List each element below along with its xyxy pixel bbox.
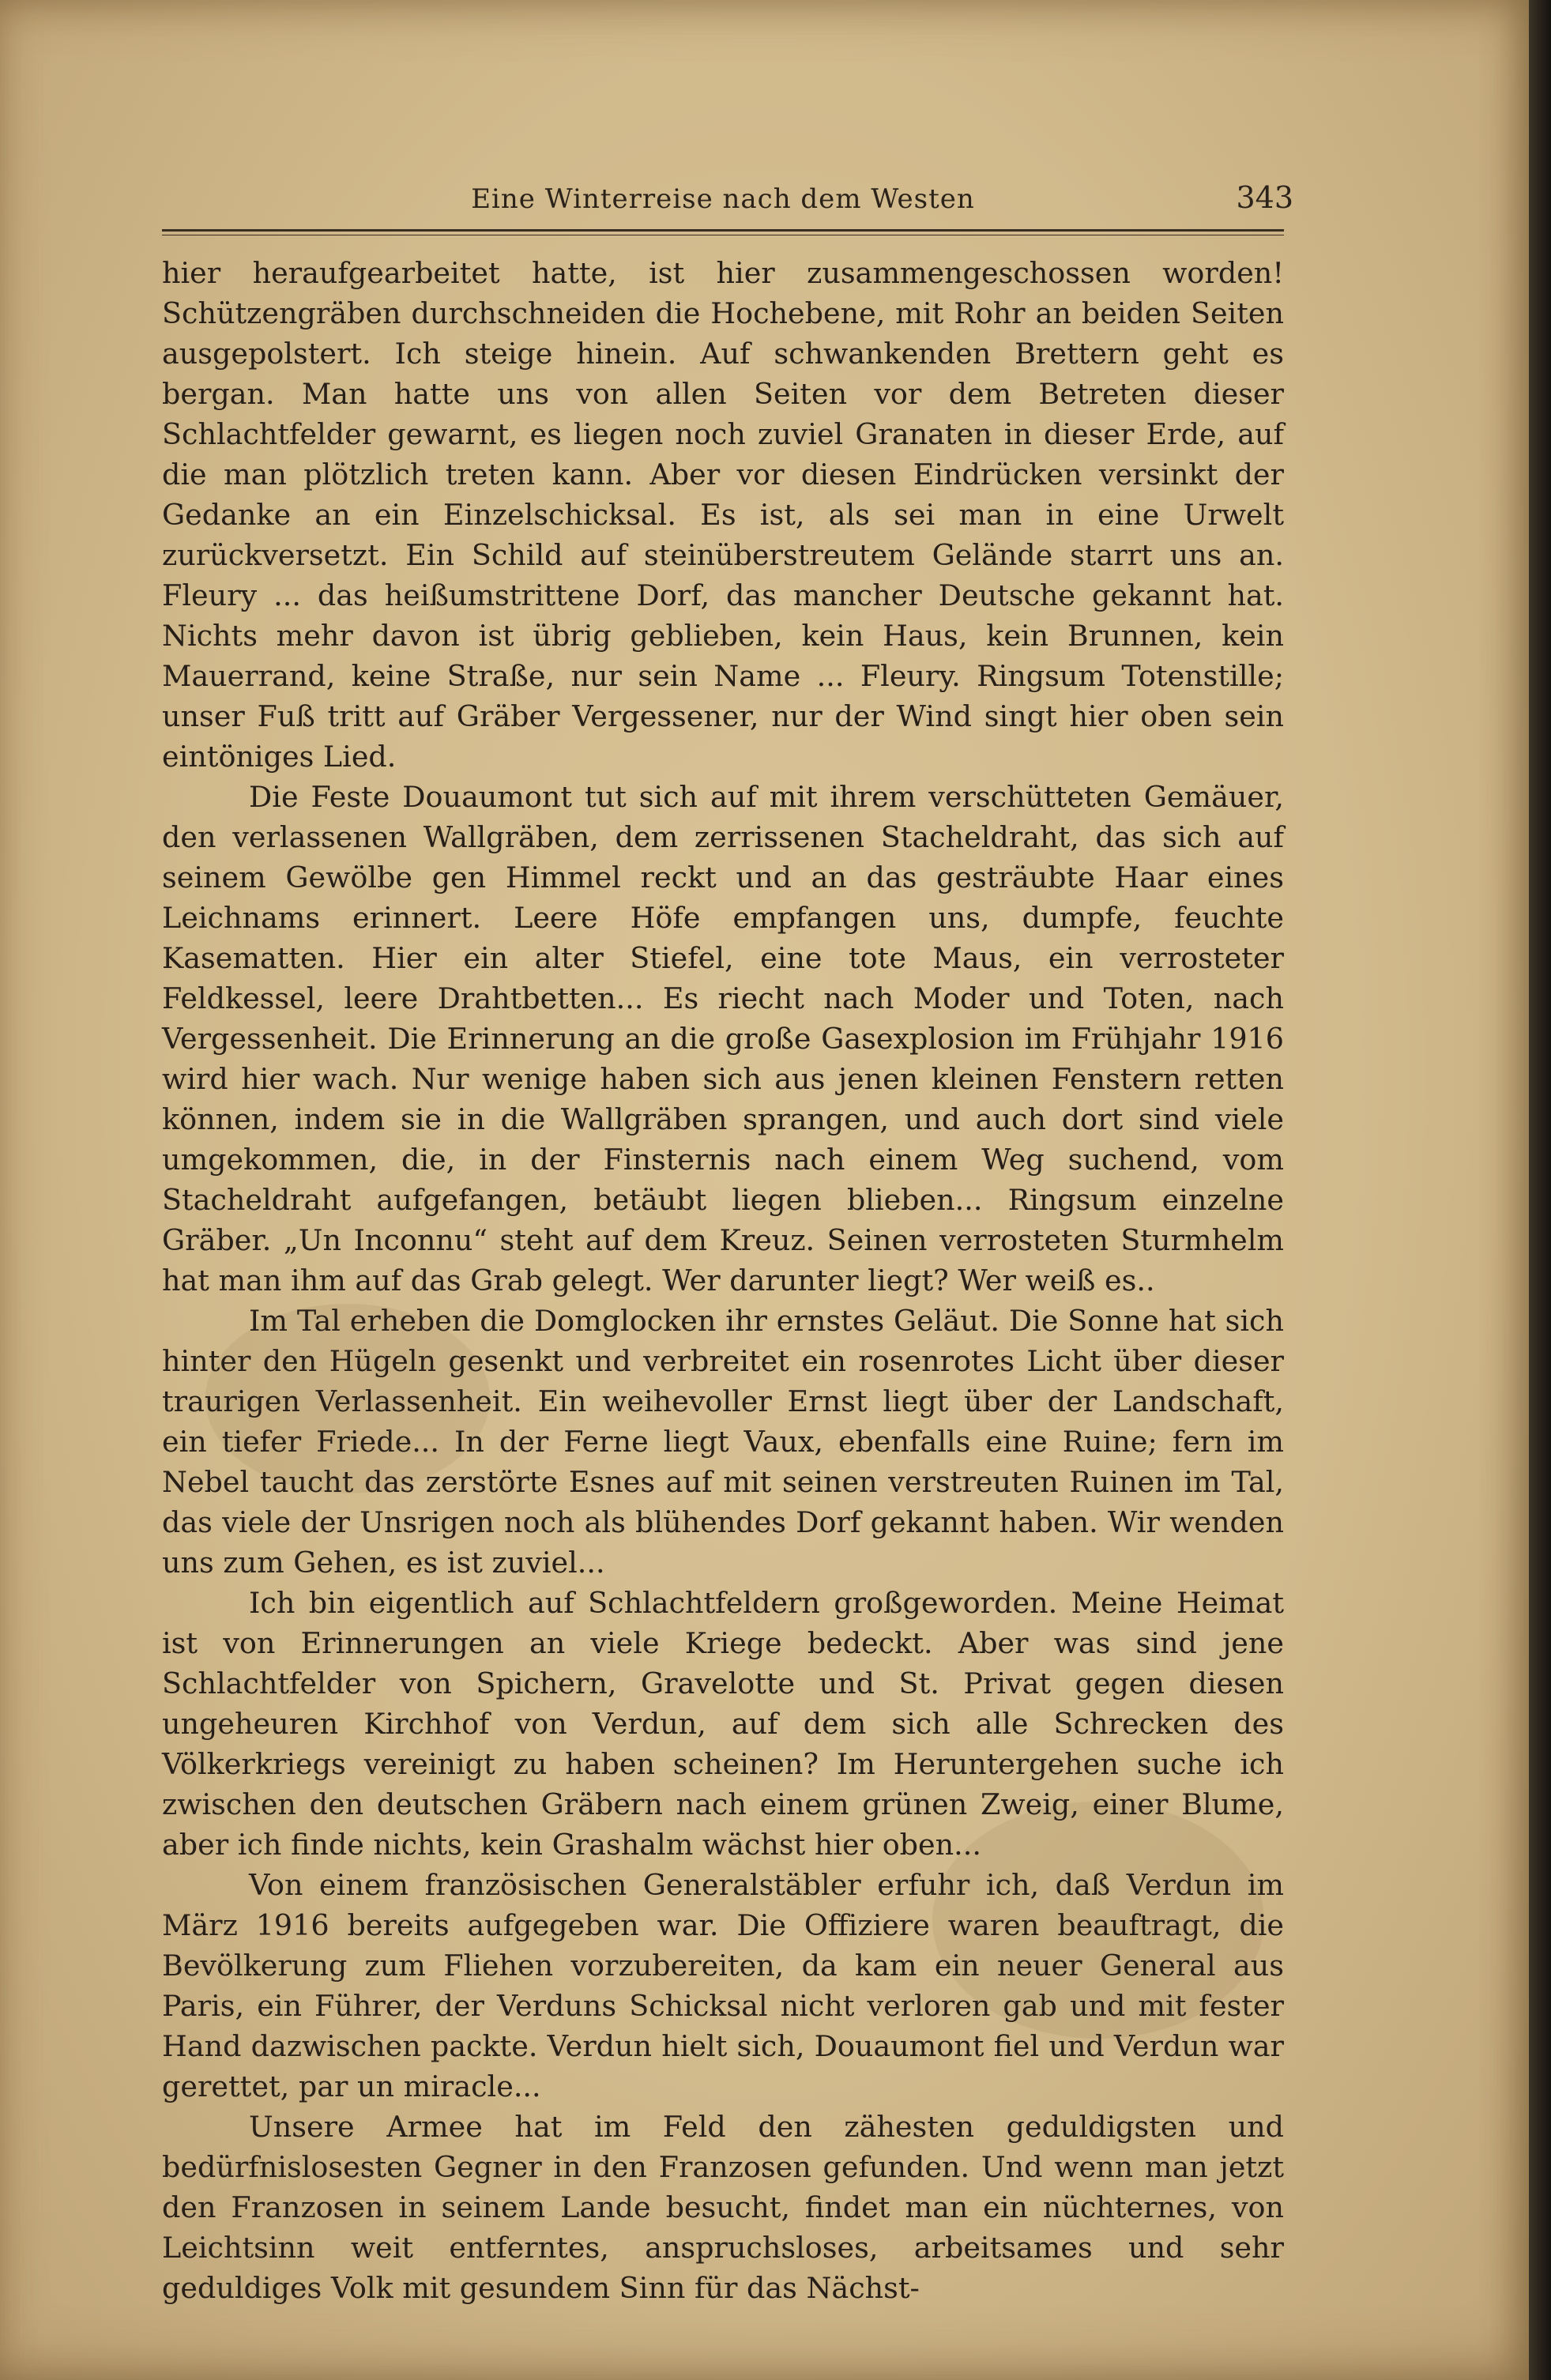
paragraph: Ich bin eigentlich auf Schlachtfeldern großgeworden. Meine Heimat ist von Erinnerungen an viele Kriege bedeckt. Aber was sind jene Schlachtfelder von Spichern, Gravelotte und St. Privat gegen diesen ungeheuren Kirchhof von Verdun, auf dem sich alle Schrecken des Völkerkriegs vereinigt zu haben scheinen? Im Heruntergehen suche ich zwischen den deutschen Gräbern nach einem grünen Zweig, einer Blume, aber ich finde nichts, kein Grashalm wächst hier oben... [162, 1586, 1284, 1862]
paragraph: Unsere Armee hat im Feld den zähesten geduldigsten und bedürfnislosesten Gegner in den Franzosen gefunden. Und wenn man jetzt den Franzosen in seinem Lande besucht, findet man ein nüchternes, von Leichtsinn weit entferntes, anspruchsloses, arbeitsames und sehr geduldiges Volk mit gesundem Sinn für das Nächst- [162, 2110, 1284, 2305]
body-text [162, 253, 1284, 2305]
paragraph: Im Tal erheben die Domglocken ihr ernstes Geläut. Die Sonne hat sich hinter den Hügeln gesenkt und verbreitet ein rosenrotes Licht über dieser traurigen Verlassenheit. Ein weihevoller Ernst liegt über der Landschaft, ein tiefer Friede... In der Ferne liegt Vaux, ebenfalls eine Ruine; fern im Nebel taucht das zerstörte Esnes auf mit seinen verstreuten Ruinen im Tal, das viele der Unsrigen noch als blühendes Dorf gekannt haben. Wir wenden uns zum Gehen, es ist zuviel... [162, 1304, 1284, 1580]
page-header [162, 180, 1293, 229]
paragraph: Von einem französischen Generalstäbler erfuhr ich, daß Verdun im März 1916 bereits aufgegeben war. Die Offiziere waren beauftragt, die Bevölkerung zum Fliehen vorzubereiten, da kam ein neuer General aus Paris, ein Führer, der Verduns Schicksal nicht verloren gab und mit fester Hand dazwischen packte. Verdun hielt sich, Douaumont fiel und Verdun war gerettet, par un miracle... [162, 1868, 1284, 2103]
page-edge [1529, 0, 1551, 2380]
paragraph: Die Feste Douaumont tut sich auf mit ihrem verschütteten Gemäuer, den verlassenen Wallgräben, dem zerrissenen Stacheldraht, das sich auf seinem Gewölbe gen Himmel reckt und an das gesträubte Haar eines Leichnams erinnert. Leere Höfe empfangen uns, dumpfe, feuchte Kasematten. Hier ein alter Stiefel, eine tote Maus, ein verrosteter Feldkessel, leere Drahtbetten... Es riecht nach Moder und Toten, nach Vergessenheit. Die Erinnerung an die große Gasexplosion im Frühjahr 1916 wird hier wach. Nur wenige haben sich aus jenen kleinen Fenstern retten können, indem sie in die Wallgräben sprangen, und auch dort sind viele umgekommen, die, in der Finsternis nach einem Weg suchend, vom Stacheldraht aufgefangen, betäubt liegen blieben... Ringsum einzelne Gräber. „Un Inconnu“ steht auf dem Kreuz. Seinen verrosteten Sturmhelm hat man ihm auf das Grab gelegt. Wer darunter liegt? Wer weiß es.. [162, 780, 1284, 1297]
page-number: 343 [1236, 180, 1293, 215]
running-title: Eine Winterreise nach dem Westen [471, 183, 975, 215]
paragraph: hier heraufgearbeitet hatte, ist hier zusammengeschossen worden! Schützengräben durchschneiden die Hochebene, mit Rohr an beiden Seiten ausgepolstert. Ich steige hinein. Auf schwankenden Brettern geht es bergan. Man hatte uns von allen Seiten vor dem Betreten dieser Schlachtfelder gewarnt, es liegen noch zuviel Granaten in dieser Erde, auf die man plötzlich treten kann. Aber vor diesen Eindrücken versinkt der Gedanke an ein Einzelschicksal. Es ist, als sei man in eine Urwelt zurückversetzt. Ein Schild auf steinüberstreutem Gelände starrt uns an. Fleury ... das heißumstrittene Dorf, das mancher Deutsche gekannt hat. Nichts mehr davon ist übrig geblieben, kein Haus, kein Brunnen, kein Mauerrand, keine Straße, nur sein Name ... Fleury. Ringsum Totenstille; unser Fuß tritt auf Gräber Vergessener, nur der Wind singt hier oben sein eintöniges Lied. [162, 256, 1284, 774]
header-rule [162, 229, 1284, 232]
